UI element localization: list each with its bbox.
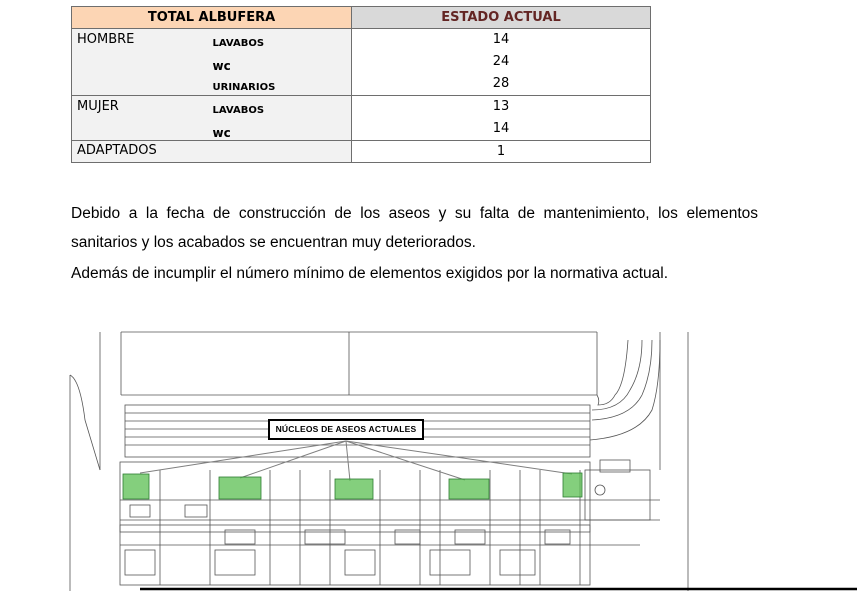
hombre-items <box>210 29 352 96</box>
sanitary-elements-table <box>71 6 651 163</box>
leader-lines <box>140 441 572 481</box>
toilet-core-4 <box>449 479 489 499</box>
toilet-cores <box>123 473 582 499</box>
header-estado-actual: ESTADO ACTUAL <box>352 7 651 29</box>
paragraph-deterioration: Debido a la fecha de construcción de los aseos y su falta de mantenimiento, los elementos sanitarios y los acabados se encuentran muy deteriorados. <box>71 205 758 251</box>
header-total-albufera: TOTAL ALBUFERA <box>72 7 352 29</box>
item-label: LAVABOS <box>212 38 265 49</box>
toilet-core-2 <box>219 477 261 499</box>
item-value: 28 <box>492 76 510 91</box>
item-value: 13 <box>492 99 510 114</box>
floor-plan-drawing <box>0 328 857 591</box>
item-label: URINARIOS <box>212 82 276 93</box>
item-label: wc <box>212 59 231 73</box>
item-value: 1 <box>496 144 506 159</box>
plan-outline <box>70 332 688 591</box>
group-hombre: HOMBRE <box>72 29 210 96</box>
item-value: 14 <box>492 32 510 47</box>
item-label: LAVABOS <box>212 105 265 116</box>
toilet-core-3 <box>335 479 373 499</box>
toilet-core-1 <box>123 474 149 499</box>
item-value: 24 <box>492 54 510 69</box>
group-mujer: MUJER <box>72 96 210 141</box>
paragraph-regulation: Además de incumplir el número mínimo de elementos exigidos por la normativa actual. <box>71 265 669 282</box>
mujer-items <box>210 96 352 141</box>
row-adaptados: ADAPTADOS <box>72 141 352 163</box>
hombre-values <box>352 29 651 96</box>
mujer-values <box>352 96 651 141</box>
plan-label-toilet-cores: NÚCLEOS DE ASEOS ACTUALES <box>268 419 424 440</box>
toilet-core-5 <box>563 473 582 497</box>
item-label: wc <box>212 126 231 140</box>
adaptados-value <box>352 141 651 163</box>
item-value: 14 <box>492 121 510 136</box>
